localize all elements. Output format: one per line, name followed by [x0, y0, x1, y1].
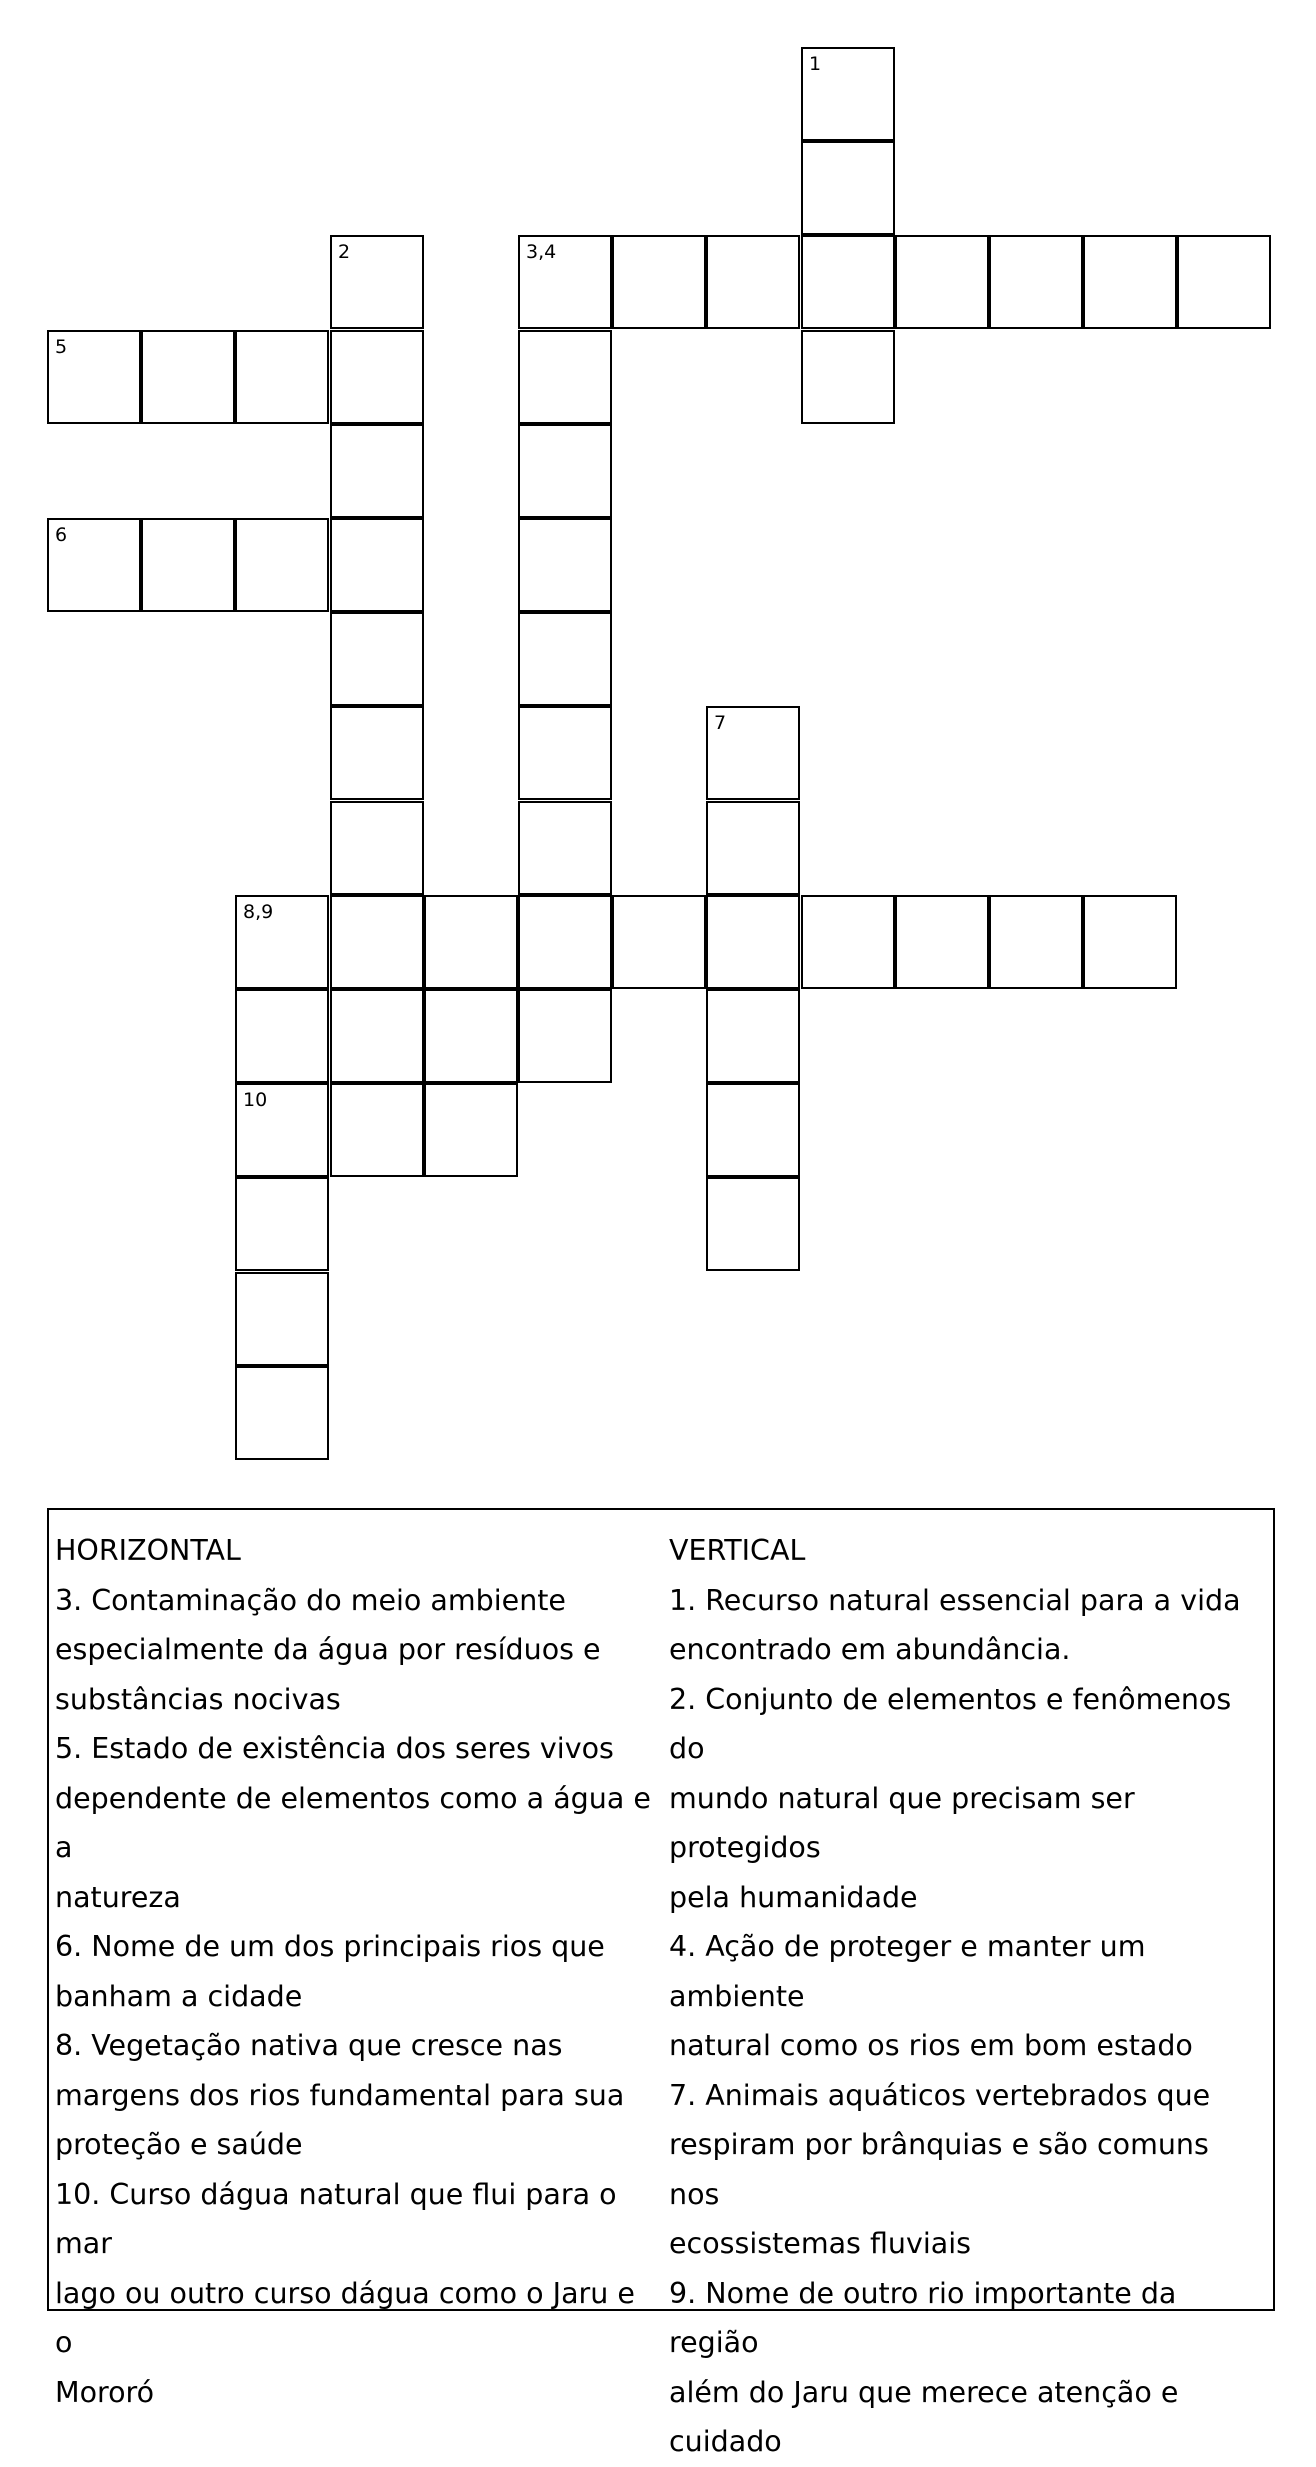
crossword-cell[interactable] [424, 989, 518, 1083]
crossword-cell[interactable] [518, 801, 612, 895]
crossword-cell[interactable] [141, 330, 235, 424]
clue-line: 9. Nome de outro rio importante da região [669, 2276, 1177, 2359]
clue-line: respiram por brânquias e são comuns nos [669, 2128, 1209, 2211]
clue-number: 1 [809, 53, 822, 75]
clue-line: 7. Animais aquáticos vertebrados que [669, 2078, 1211, 2112]
horizontal-title: HORIZONTAL [55, 1534, 241, 1567]
crossword-cell[interactable] [989, 895, 1083, 989]
clue-line: banham a cidade [55, 1979, 303, 2013]
crossword-cell[interactable] [235, 518, 329, 612]
clue-line: ecossistemas fluviais [669, 2227, 971, 2260]
crossword-cell[interactable] [235, 1272, 329, 1366]
crossword-cell[interactable] [518, 518, 612, 612]
clue-line: dependente de elementos como a água e a [55, 1781, 651, 1864]
crossword-cell[interactable] [424, 895, 518, 989]
crossword-cell[interactable] [706, 235, 800, 329]
crossword-cell[interactable] [330, 801, 424, 895]
crossword-cell[interactable] [612, 895, 706, 989]
crossword-cell[interactable] [330, 424, 424, 518]
crossword-cell[interactable] [47, 518, 141, 612]
crossword-cell[interactable] [518, 330, 612, 424]
crossword-cell[interactable] [706, 801, 800, 895]
crossword-cell[interactable] [518, 612, 612, 706]
crossword-cell[interactable] [330, 518, 424, 612]
crossword-cell[interactable] [706, 895, 800, 989]
crossword-cell[interactable] [706, 706, 800, 800]
crossword-cell[interactable] [1177, 235, 1271, 329]
crossword-cell[interactable] [989, 235, 1083, 329]
horizontal-clues [55, 1526, 653, 2417]
vertical-title: VERTICAL [669, 1534, 806, 1567]
crossword-cell[interactable] [706, 1177, 800, 1271]
clue-line: margens dos rios fundamental para sua [55, 2078, 625, 2112]
crossword-cell[interactable] [518, 989, 612, 1083]
crossword-cell[interactable] [706, 989, 800, 1083]
clue-line: especialmente da água por resíduos e [55, 1633, 601, 1666]
clue-number: 6 [55, 524, 68, 546]
clue-line: 2. Conjunto de elementos e fenômenos do [669, 1682, 1232, 1765]
clue-line: mundo natural que precisam ser protegidos [669, 1781, 1135, 1864]
crossword-cell[interactable] [235, 1366, 329, 1460]
crossword-cell[interactable] [330, 612, 424, 706]
clue-line: 1. Recurso natural essencial para a vida [669, 1583, 1241, 1617]
crossword-cell[interactable] [235, 1083, 329, 1177]
clue-line: 6. Nome de um dos principais rios que [55, 1930, 605, 1963]
clue-number: 7 [714, 712, 727, 734]
crossword-cell[interactable] [141, 518, 235, 612]
clue-number: 8,9 [243, 901, 274, 923]
clue-line: além do Jaru que merece atenção e cuidado [669, 2375, 1179, 2458]
crossword-cell[interactable] [330, 895, 424, 989]
clues-box [47, 1508, 1275, 2458]
crossword-cell[interactable] [330, 706, 424, 800]
crossword-cell[interactable] [235, 330, 329, 424]
crossword-cell[interactable] [518, 895, 612, 989]
clue-number: 3,4 [526, 241, 557, 263]
crossword-cell[interactable] [330, 1083, 424, 1177]
crossword-cell[interactable] [47, 330, 141, 424]
crossword-cell[interactable] [330, 330, 424, 424]
crossword-cell[interactable] [330, 235, 424, 329]
crossword-cell[interactable] [801, 141, 895, 235]
crossword-cell[interactable] [801, 895, 895, 989]
crossword-cell[interactable] [424, 1083, 518, 1177]
clue-line: 4. Ação de proteger e manter um ambiente [669, 1930, 1146, 2013]
crossword-cell[interactable] [895, 895, 989, 989]
clue-line: 5. Estado de existência dos seres vivos [55, 1732, 614, 1765]
crossword-cell[interactable] [706, 1083, 800, 1177]
crossword-cell[interactable] [801, 235, 895, 329]
crossword-cell[interactable] [895, 235, 989, 329]
clue-line: 10. Curso dágua natural que flui para o mar [55, 2177, 617, 2260]
clue-line: natural como os rios em bom estado [669, 2029, 1193, 2062]
clue-line: Mororó [55, 2375, 155, 2409]
crossword-cell[interactable] [1083, 895, 1177, 989]
clue-line: 8. Vegetação nativa que cresce nas [55, 2029, 563, 2062]
clue-number: 10 [243, 1089, 268, 1111]
clue-line: lago ou outro curso dágua como o Jaru e o [55, 2276, 635, 2359]
clue-line: proteção e saúde [55, 2128, 303, 2161]
crossword-cell[interactable] [1083, 235, 1177, 329]
crossword-cell[interactable] [518, 424, 612, 518]
crossword-cell[interactable] [330, 989, 424, 1083]
clue-line: encontrado em abundância. [669, 1633, 1071, 1666]
crossword-cell[interactable] [235, 1177, 329, 1271]
crossword-cell[interactable] [518, 235, 612, 329]
crossword-cell[interactable] [235, 989, 329, 1083]
clue-number: 2 [338, 241, 351, 263]
crossword-cell[interactable] [612, 235, 706, 329]
clue-line: pela humanidade [669, 1880, 918, 1914]
crossword-cell[interactable] [801, 47, 895, 141]
clue-number: 5 [55, 336, 68, 358]
clue-line: natureza [55, 1880, 181, 1914]
vertical-clues [669, 1526, 1267, 2467]
crossword-cell[interactable] [518, 706, 612, 800]
crossword-cell[interactable] [801, 330, 895, 424]
crossword-cell[interactable] [235, 895, 329, 989]
clue-line: substâncias nocivas [55, 1682, 341, 1716]
clue-line: 3. Contaminação do meio ambiente [55, 1583, 566, 1617]
